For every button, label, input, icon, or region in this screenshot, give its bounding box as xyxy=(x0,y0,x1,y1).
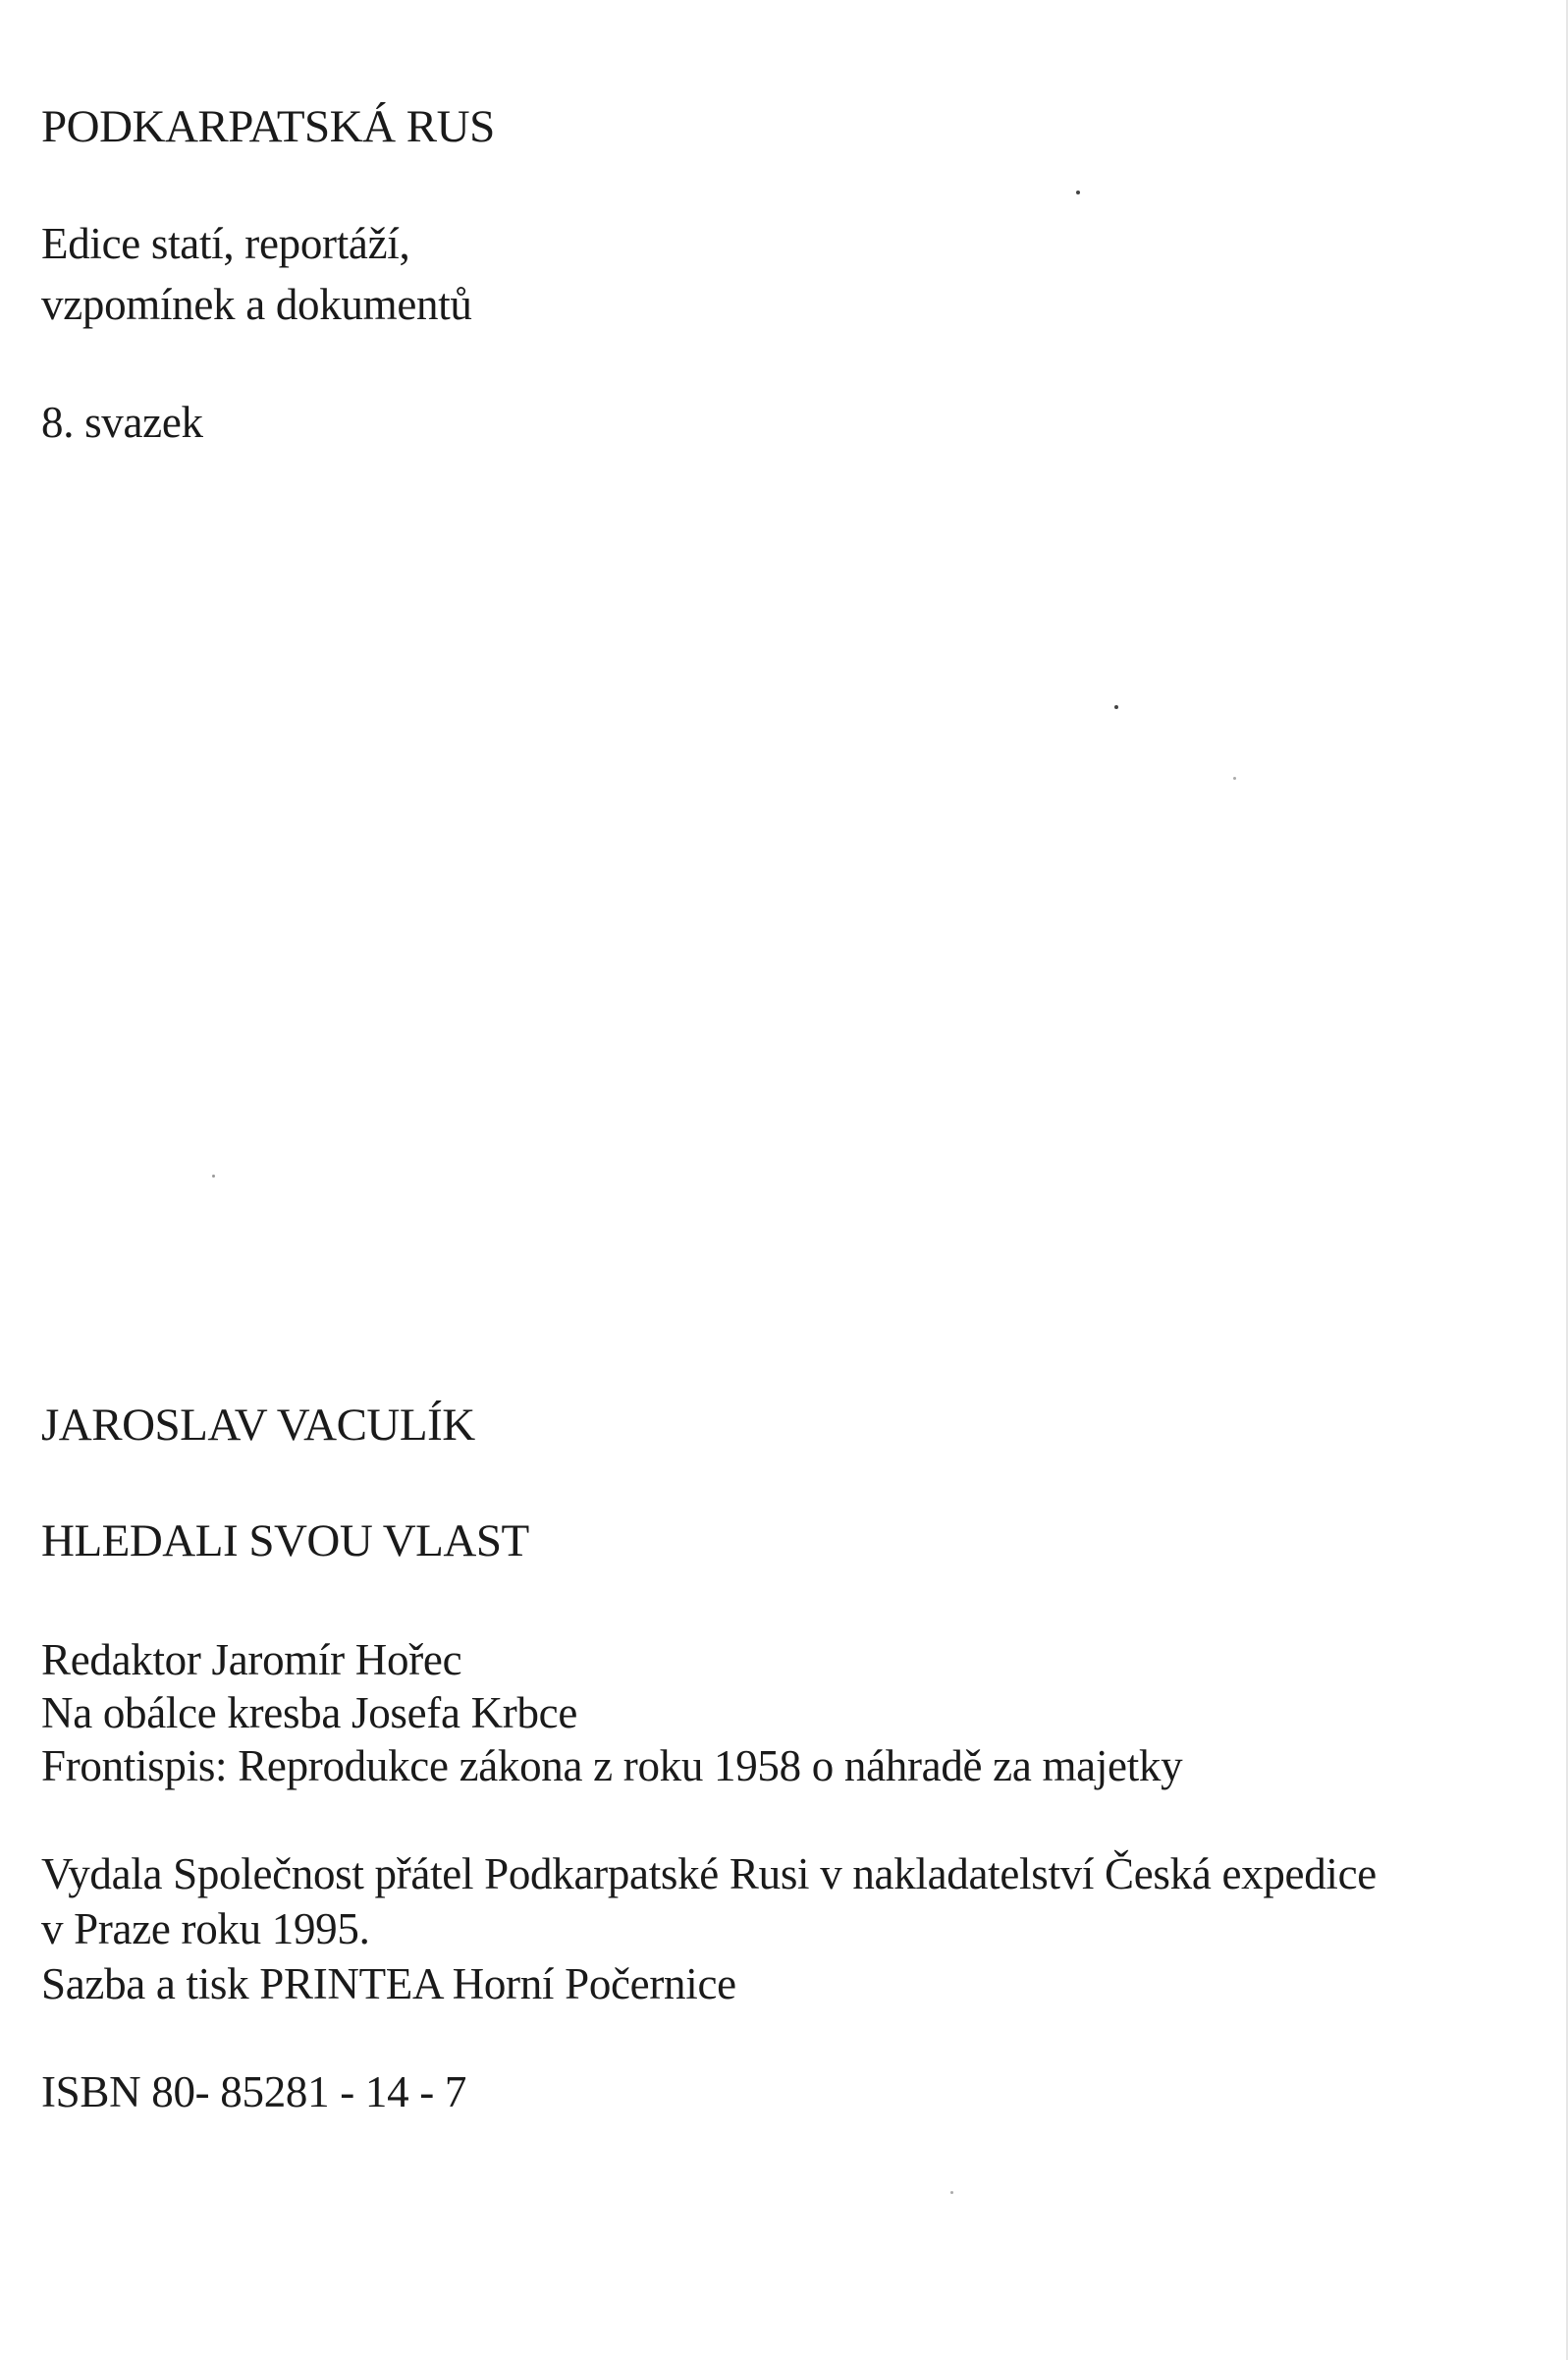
paper-speck xyxy=(1114,705,1118,709)
cover-credit: Na obálce kresba Josefa Krbce xyxy=(41,1688,578,1737)
publisher-line-2: v Praze roku 1995. xyxy=(41,1904,370,1953)
paper-speck xyxy=(212,1175,215,1178)
series-title: PODKARPATSKÁ RUS xyxy=(41,101,495,152)
author-name: JAROSLAV VACULÍK xyxy=(41,1400,475,1451)
volume-number: 8. svazek xyxy=(41,398,203,447)
frontispiece-credit: Frontispis: Reprodukce zákona z roku 1958 o náhradě za majetky xyxy=(41,1741,1183,1790)
paper-speck xyxy=(1076,191,1080,194)
book-title: HLEDALI SVOU VLAST xyxy=(41,1515,529,1566)
edition-line-2: vzpomínek a dokumentů xyxy=(41,280,472,329)
paper-speck xyxy=(950,2191,953,2194)
paper-speck xyxy=(1233,777,1236,780)
publisher-line-1: Vydala Společnost přátel Podkarpatské Rusi v nakladatelství Česká expedice xyxy=(41,1849,1377,1898)
isbn-number: ISBN 80- 85281 - 14 - 7 xyxy=(41,2067,467,2116)
printer-credit: Sazba a tisk PRINTEA Horní Počernice xyxy=(41,1959,736,2008)
edition-line-1: Edice statí, reportáží, xyxy=(41,219,410,268)
editor-credit: Redaktor Jaromír Hořec xyxy=(41,1635,462,1684)
